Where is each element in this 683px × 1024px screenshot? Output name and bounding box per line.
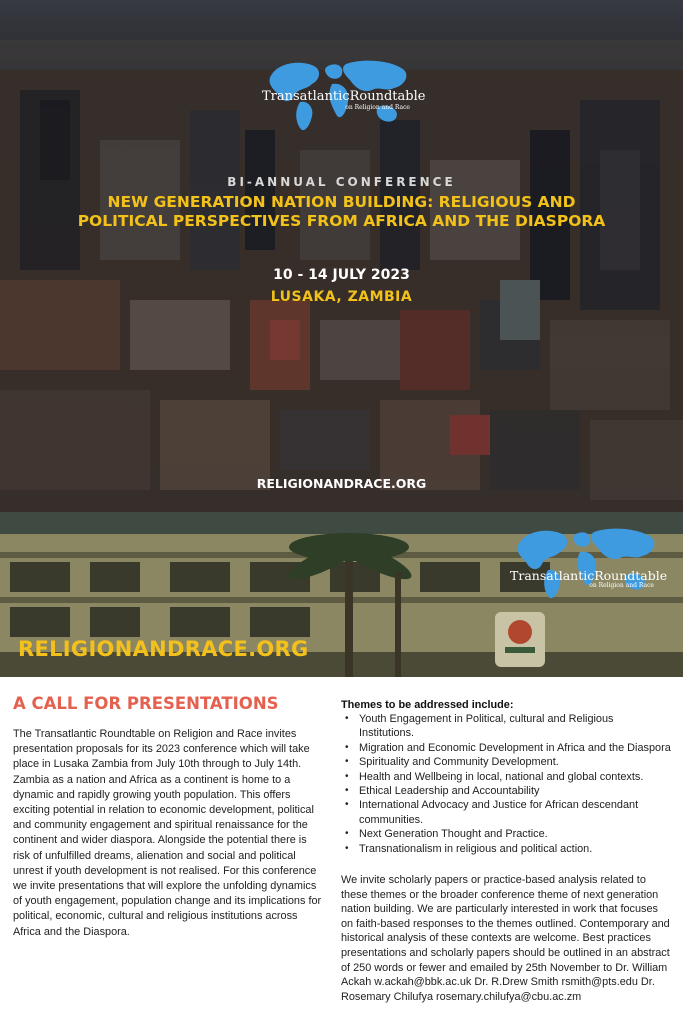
list-item: • Health and Wellbeing in local, national and global contexts. <box>345 770 644 783</box>
list-item: • Ethical Leadership and Accountability <box>345 785 540 798</box>
themes-list <box>341 712 671 856</box>
conference-location: LUSAKA, ZAMBIA <box>270 289 413 305</box>
bullet-icon: • <box>345 756 349 768</box>
list-item: • Migration and Economic Development in Africa and the Diaspora <box>345 741 671 754</box>
band-logo-subtitle: on Religion and Race <box>589 582 654 589</box>
logo-subtitle: on Religion and Race <box>345 104 410 111</box>
list-item: • International Advocacy and Justice for African descendant communities. <box>345 799 639 826</box>
bullet-icon: • <box>345 713 349 724</box>
conference-kicker: BI-ANNUAL CONFERENCE <box>227 175 456 189</box>
list-item: • Transnationalism in religious and political action. <box>345 842 593 855</box>
bullet-icon: • <box>345 828 349 840</box>
bullet-icon: • <box>345 799 349 811</box>
band-logo-name: TransatlanticRoundtable <box>510 568 668 583</box>
bullet-icon: • <box>345 741 349 753</box>
band-roundtable-logo <box>510 524 668 606</box>
bullet-icon: • <box>345 770 349 782</box>
world-map-icon <box>510 524 668 606</box>
themes-heading: Themes to be addressed include: <box>341 699 514 711</box>
call-body: The Transatlantic Roundtable on Religion and Race invites presentation proposals for its 2023 conference which will take place in Lusaka Zambia from July 10th through to July 14th. Zambia as a nation and Africa as a continent is home to a dynamic and rapidly growing youth population. This offers exciting potential in relation to economic development, political and community engagement and spiritual renaissance for the continent and wider diaspora. Alongside the potential there is risk of unfulfilled dreams, alienation and social and political unrest if youth development is not realised. For this conference we invite presentations that will explore the unfolding dynamics of youth engagement, population change and its implications for political, economic, cultural and religious institutions across Africa and the Diaspora. <box>13 728 322 938</box>
hero-website-link[interactable]: RELIGIONANDRACE.ORG <box>256 476 427 491</box>
roundtable-logo <box>262 56 426 138</box>
list-item: • Next Generation Thought and Practice. <box>345 828 548 841</box>
call-section <box>13 694 323 940</box>
list-item: • Youth Engagement in Political, cultural and Religious Institutions. <box>345 713 614 740</box>
bullet-icon: • <box>345 785 349 797</box>
call-heading: A CALL FOR PRESENTATIONS <box>13 694 279 713</box>
logo-name: TransatlanticRoundtable <box>262 89 426 104</box>
band-website-link[interactable]: RELIGIONANDRACE.ORG <box>18 637 309 661</box>
themes-section <box>341 699 671 856</box>
conference-title: NEW GENERATION NATION BUILDING: RELIGIOUS AND POLITICAL PERSPECTIVES FROM AFRICA AND THE DIASPORA <box>77 193 606 230</box>
list-item: • Spirituality and Community Development. <box>345 756 559 769</box>
invite-body: We invite scholarly papers or practice-based analysis related to these themes or the broader conference theme of next generation nation building. We are particularly interested in work that focuses on faith-based responses to the themes outlined. Contemporary and historical analysis of these contexts are welcome. Best practices presentations and scholarly papers should be outlined in an abstract of 250 words or fewer and emailed by 25th November to Dr. William Ackah w.ackah@bbk.ac.uk Dr. R.Drew Smith rsmith@pts.edu Dr. Rosemary Chilufya rosemary.chilufya@cbu.ac.zm <box>341 874 670 1003</box>
conference-dates: 10 - 14 JULY 2023 <box>273 267 410 283</box>
bullet-icon: • <box>345 842 349 854</box>
